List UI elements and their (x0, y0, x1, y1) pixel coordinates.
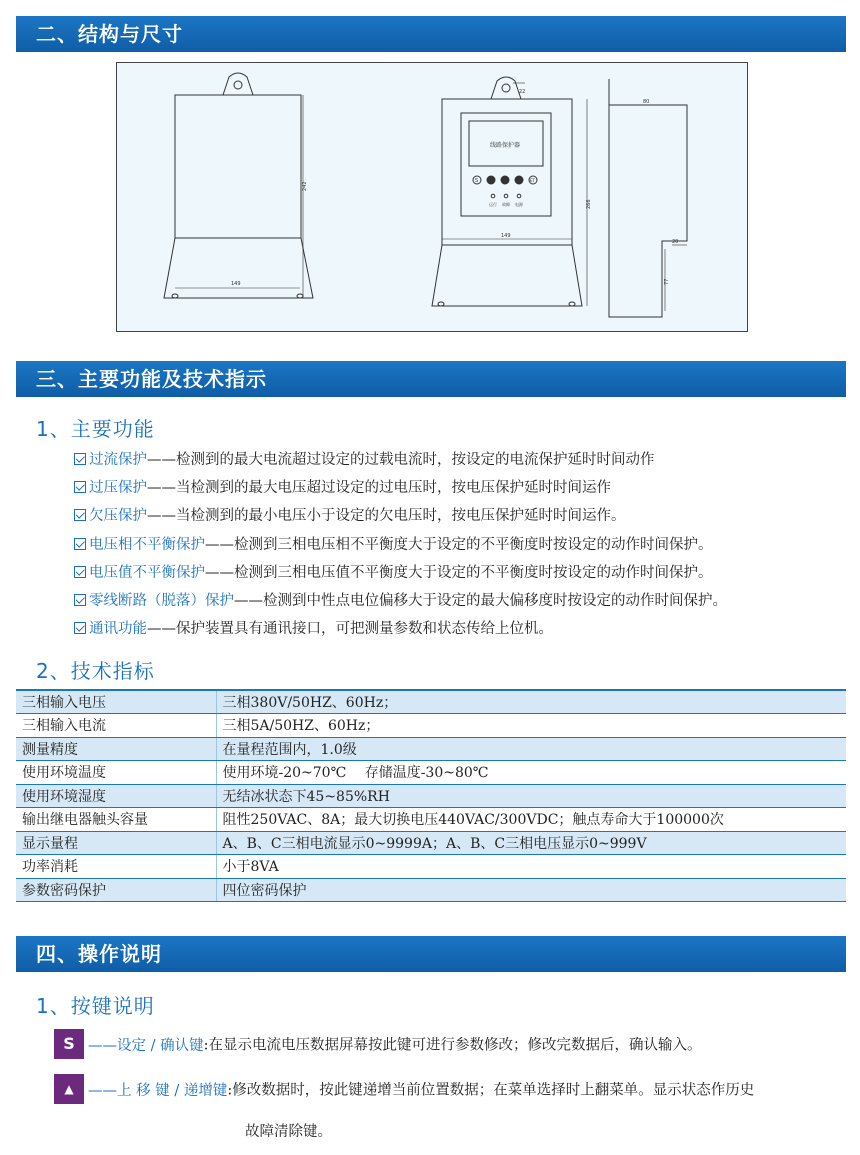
section-banner-operation (16, 936, 846, 972)
key-desc-continuation: 故障清除键。 (245, 1124, 332, 1140)
section-title: 二、结构与尺寸 (36, 22, 183, 46)
function-item (74, 474, 727, 502)
key-name: ——上 移 键 / 递增键 (88, 1082, 228, 1099)
spec-key: 参数密码保护 (16, 878, 216, 902)
function-item (74, 615, 727, 643)
table-row (16, 784, 846, 808)
dimension-diagram (116, 62, 748, 332)
key-row-set (54, 1029, 702, 1059)
spec-value: 三相380V/50HZ、60Hz； (216, 690, 846, 714)
spec-key: 使用环境湿度 (16, 784, 216, 808)
spec-value: 三相5A/50HZ、60Hz； (216, 714, 846, 738)
led-label-run: 运行 (489, 202, 497, 207)
table-row (16, 690, 846, 714)
function-item (74, 587, 727, 615)
dimension-drawing (117, 63, 749, 333)
spec-key: 测量精度 (16, 737, 216, 761)
table-row (16, 878, 846, 902)
checkbox-icon (74, 481, 86, 493)
function-name: 电压相不平衡保护 (89, 536, 205, 553)
spec-value: 无结冰状态下45~85%RH (216, 784, 846, 808)
left-hook (223, 73, 253, 95)
spec-key: 显示量程 (16, 831, 216, 855)
subhead-tech-specs: 2、技术指标 (36, 659, 155, 683)
dim-side-depth: 80 (643, 99, 650, 105)
section-title: 四、操作说明 (36, 942, 162, 966)
key-desc: :修改数据时，按此键递增当前位置数据；在菜单选择时上翻菜单。显示状态作历史 (227, 1082, 755, 1099)
table-row (16, 855, 846, 879)
checkbox-icon (74, 538, 86, 550)
function-name: 欠压保护 (89, 508, 147, 525)
spec-value: 在量程范围内，1.0级 (216, 737, 846, 761)
function-item (74, 446, 727, 474)
spec-key: 功率消耗 (16, 855, 216, 879)
front-hook (491, 77, 521, 99)
key-desc: :在显示电流电压数据屏幕按此键可进行参数修改；修改完数据后，确认输入。 (203, 1037, 702, 1054)
up-key-icon: ▲ (54, 1074, 84, 1104)
led-label-power: 电源 (515, 202, 523, 207)
spec-key: 三相输入电压 (16, 690, 216, 714)
checkbox-icon (74, 594, 86, 606)
checkbox-icon (74, 566, 86, 578)
spec-value: 四位密码保护 (216, 878, 846, 902)
spec-table (16, 689, 846, 902)
subhead-key-desc: 1、按键说明 (36, 994, 155, 1018)
left-base (164, 238, 313, 298)
side-profile (609, 105, 687, 317)
led-label-fault: 故障 (502, 202, 510, 207)
subhead-main-functions: 1、主要功能 (36, 417, 155, 441)
spec-key: 使用环境温度 (16, 761, 216, 785)
dim-left-width: 149 (231, 281, 241, 287)
table-row (16, 808, 846, 832)
function-desc: ——当检测到的最小电压小于设定的欠电压时，按电压保护延时时间运作。 (147, 508, 626, 525)
function-list (74, 446, 727, 643)
table-row (16, 831, 846, 855)
btn-s-label: S (475, 178, 479, 184)
key-name: ——设定 / 确认键 (88, 1037, 204, 1054)
table-row (16, 761, 846, 785)
function-item (74, 559, 727, 587)
table-row (16, 737, 846, 761)
spec-value: A、B、C三相电流显示0~9999A；A、B、C三相电压显示0~999V (216, 831, 846, 855)
function-desc: ——当检测到的最大电压超过设定的过电压时，按电压保护延时时间运作 (147, 480, 611, 497)
function-desc: ——检测到三相电压值不平衡度大于设定的不平衡度时按设定的动作时间保护。 (205, 564, 713, 581)
spec-key: 三相输入电流 (16, 714, 216, 738)
function-item (74, 502, 727, 530)
function-name: 电压值不平衡保护 (89, 564, 205, 581)
dim-hook: 22 (519, 89, 526, 95)
table-row (16, 714, 846, 738)
function-desc: ——保护装置具有通讯接口，可把测量参数和状态传给上位机。 (147, 621, 553, 638)
function-item (74, 531, 727, 559)
function-name: 零线断路（脱落）保护 (89, 592, 234, 609)
key-row-up (54, 1074, 754, 1104)
btn-et-label: ET (530, 178, 535, 183)
checkbox-icon (74, 453, 86, 465)
function-desc: ——检测到中性点电位偏移大于设定的最大偏移度时按设定的动作时间保护。 (234, 592, 727, 609)
dim-front-width: 149 (501, 233, 511, 239)
spec-value: 使用环境-20~70℃ 存储温度-30~80℃ (216, 761, 846, 785)
left-body (175, 95, 301, 238)
section-title: 三、主要功能及技术指示 (36, 367, 267, 391)
function-desc: ——检测到三相电压相不平衡度大于设定的不平衡度时按设定的动作时间保护。 (205, 536, 713, 553)
spec-value: 小于8VA (216, 855, 846, 879)
checkbox-icon (74, 509, 86, 521)
dim-side-lower: 77 (664, 278, 670, 285)
screen-label: 线路保护器 (490, 142, 521, 149)
dim-side-step: 20 (672, 239, 679, 245)
function-name: 过压保护 (89, 480, 147, 497)
front-panel (461, 113, 551, 216)
checkbox-icon (74, 622, 86, 634)
dim-left-height: 242 (302, 181, 308, 191)
set-key-icon: S (54, 1029, 84, 1059)
function-desc: ——检测到的最大电流超过设定的过载电流时，按设定的电流保护延时时间动作 (147, 452, 655, 468)
spec-key: 输出继电器触头容量 (16, 808, 216, 832)
spec-value: 阻性250VAC、8A；最大切换电压440VAC/300VDC；触点寿命大于100000次 (216, 808, 846, 832)
function-name: 过流保护 (89, 452, 147, 468)
front-base (432, 245, 582, 306)
dim-front-height: 266 (586, 199, 592, 209)
section-banner-functions (16, 361, 846, 397)
section-banner-structure (16, 16, 846, 52)
function-name: 通讯功能 (89, 621, 147, 638)
